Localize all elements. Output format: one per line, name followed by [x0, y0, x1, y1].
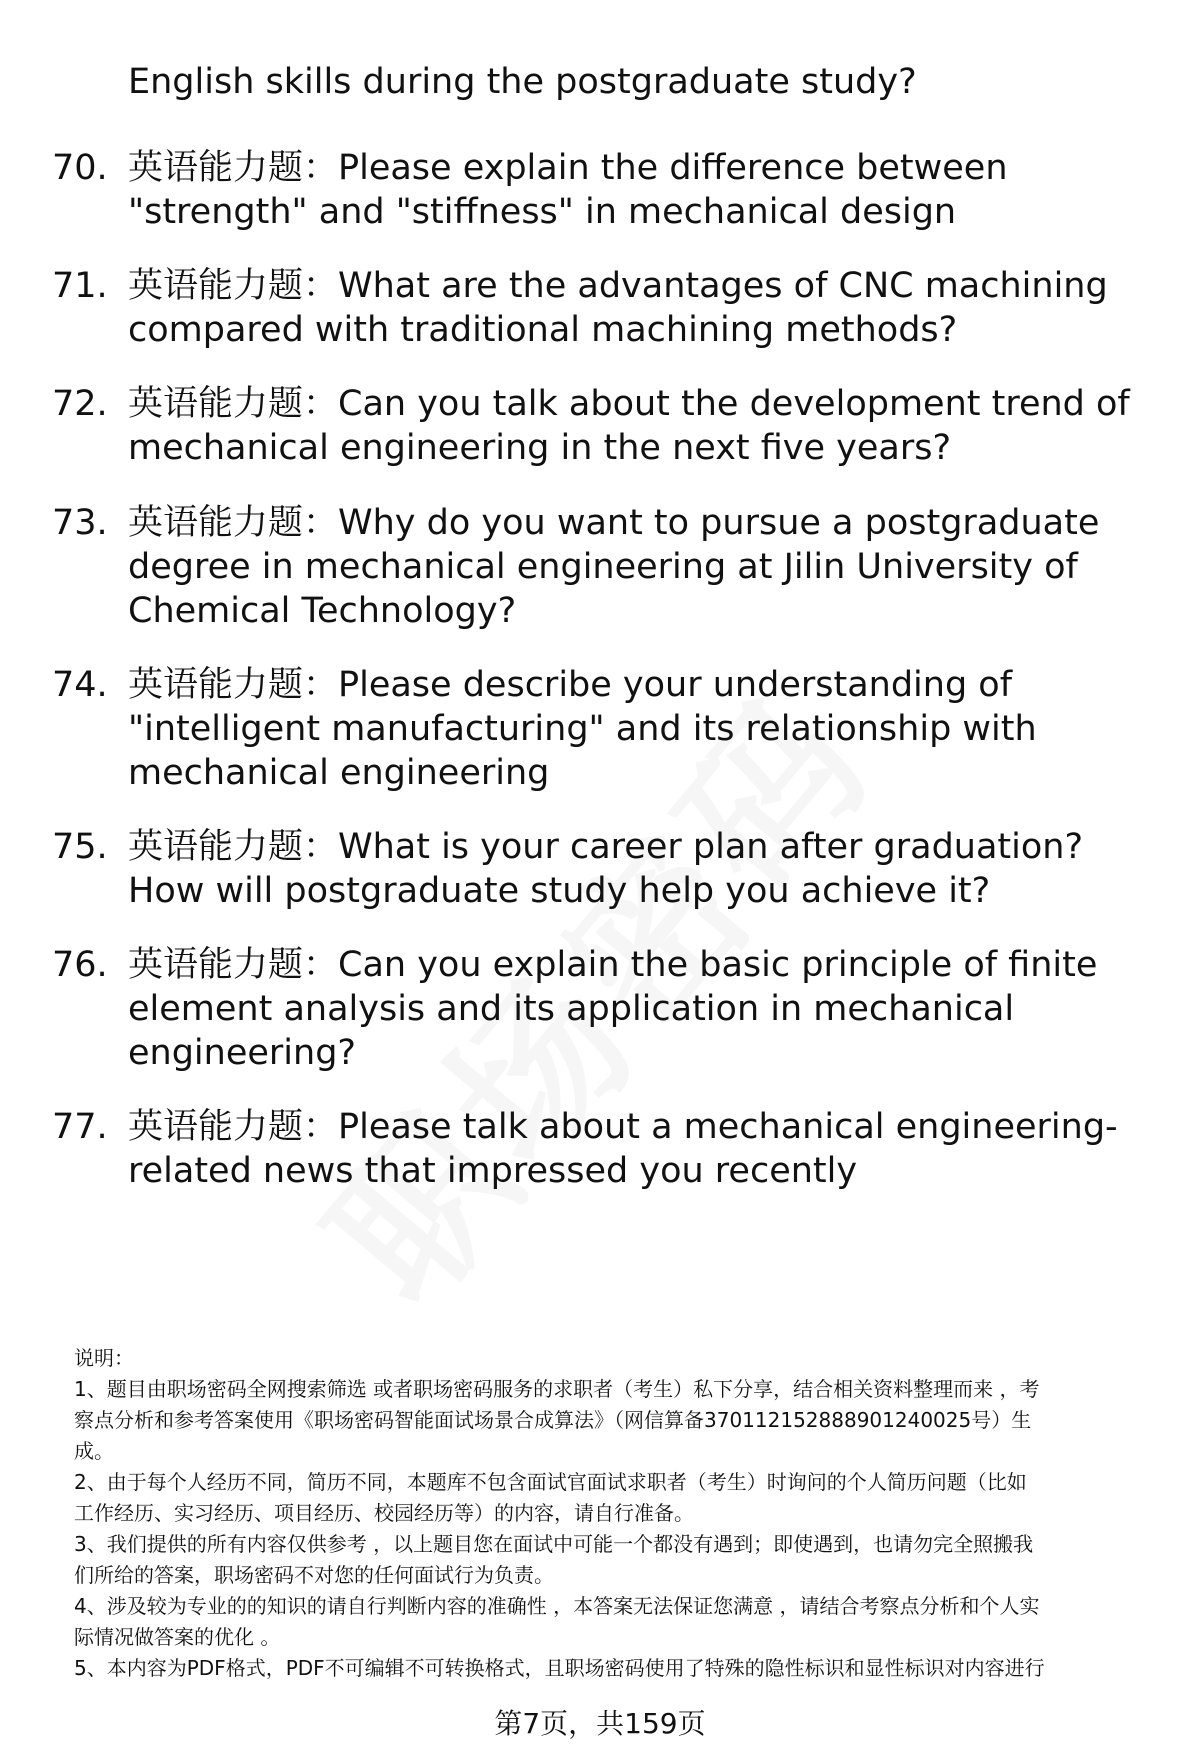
question-number: 73. — [52, 503, 108, 543]
question-text-line: mechanical engineering — [128, 753, 550, 793]
question-continuation: English skills during the postgraduate study? — [128, 62, 917, 102]
page-indicator: 第7页，共159页 — [494, 1707, 706, 1740]
question-number: 72. — [52, 384, 108, 424]
notes-line: 们所给的答案，职场密码不对您的任何面试行为负责。 — [74, 1563, 554, 1587]
question-text-line: element analysis and its application in mechanical — [128, 989, 1015, 1029]
question-text-line: degree in mechanical engineering at Jilin University of — [128, 547, 1078, 587]
question-text-line: 英语能力题：Please explain the difference between — [128, 148, 1008, 188]
question-text-line: Chemical Technology? — [128, 591, 517, 631]
question-text-line: How will postgraduate study help you achieve it? — [128, 871, 991, 911]
notes-line: 2、由于每个人经历不同，简历不同，本题库不包含面试官面试求职者（考生）时询问的个人简历问题（比如 — [74, 1470, 1027, 1494]
question-number: 75. — [52, 827, 108, 867]
notes-line: 3、我们提供的所有内容仅供参考 ，以上题目您在面试中可能一个都没有遇到；即使遇到，也请勿完全照搬我 — [74, 1532, 1034, 1556]
question-text-line: 英语能力题：Please talk about a mechanical engineering- — [128, 1107, 1118, 1147]
question-text-line: 英语能力题：What is your career plan after graduation? — [128, 827, 1084, 867]
question-text-line: 英语能力题：What are the advantages of CNC machining — [128, 266, 1108, 306]
question-text-line: engineering? — [128, 1033, 356, 1073]
question-number: 70. — [52, 148, 108, 188]
question-text-line: 英语能力题：Can you talk about the development trend of — [128, 384, 1130, 424]
notes-line: 察点分析和参考答案使用《职场密码智能面试场景合成算法》（网信算备370112152888901240025号）生 — [74, 1408, 1032, 1432]
question-text-line: 英语能力题：Please describe your understanding of — [128, 665, 1013, 705]
question-text-line: mechanical engineering in the next five years? — [128, 428, 952, 468]
question-text-line: "strength" and "stiffness" in mechanical design — [128, 192, 957, 232]
notes-line: 4、涉及较为专业的的知识的请自行判断内容的准确性 ，本答案无法保证您满意 ，请结合考察点分析和个人实 — [74, 1594, 1040, 1618]
notes-line: 5、本内容为PDF格式，PDF不可编辑不可转换格式，且职场密码使用了特殊的隐性标识和显性标识对内容进行 — [74, 1656, 1045, 1680]
question-number: 74. — [52, 665, 108, 705]
question-text-line: "intelligent manufacturing" and its relationship with — [128, 709, 1037, 749]
notes-title: 说明： — [74, 1346, 134, 1370]
notes-line: 工作经历、实习经历、项目经历、校园经历等）的内容，请自行准备。 — [74, 1501, 694, 1525]
notes-line: 际情况做答案的优化 。 — [74, 1625, 281, 1649]
notes-line: 成。 — [74, 1439, 114, 1463]
question-number: 77. — [52, 1107, 108, 1147]
notes-line: 1、题目由职场密码全网搜索筛选 或者职场密码服务的求职者（考生）私下分享，结合相关资料整理而来 ，考 — [74, 1377, 1040, 1401]
question-number: 71. — [52, 266, 108, 306]
question-text-line: related news that impressed you recently — [128, 1151, 858, 1191]
question-text-line: 英语能力题：Can you explain the basic principle of finite — [128, 945, 1098, 985]
notes-section — [74, 1343, 1154, 1684]
question-text-line: compared with traditional machining methods? — [128, 310, 958, 350]
question-text-line: 英语能力题：Why do you want to pursue a postgraduate — [128, 503, 1100, 543]
question-number: 76. — [52, 945, 108, 985]
